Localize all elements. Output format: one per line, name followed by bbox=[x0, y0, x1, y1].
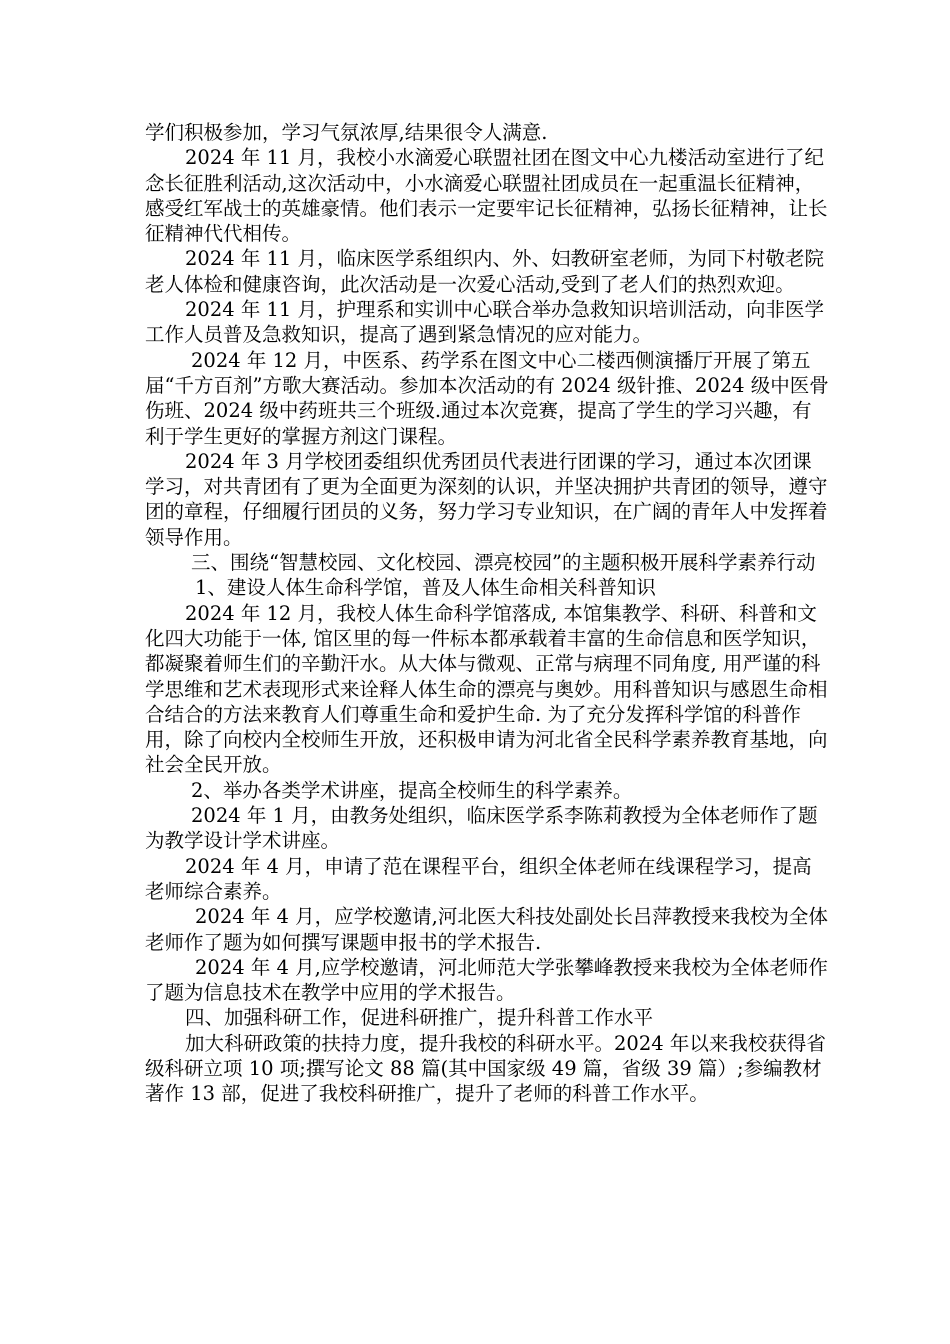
section-heading: 三、围绕“智慧校园、文化校园、漂亮校园”的主题积极开展科学素养行动 bbox=[191, 551, 816, 575]
subsection-heading: 1、建设人体生命科学馆，普及人体生命相关科普知识 bbox=[195, 576, 656, 600]
paragraph: 2024 年 3 月学校团委组织优秀团员代表进行团课的学习，通过本次团课学习，对共青团有了更为全面更为深刻的认识，并坚决拥护共青团的领导，遵守团的章程，仔细履行团员的义务，努力学习专业知识，在广阔的青年人中发挥着领导作用。 bbox=[145, 449, 828, 549]
paragraph: 学们积极参加，学习气氛浓厚,结果很令人满意. bbox=[145, 121, 548, 144]
paragraph: 2024 年 11 月，临床医学系组织内、外、妇教研室老师，为同下村敬老院老人体检和健康咨询，此次活动是一次爱心活动,受到了老人们的热烈欢迎。 bbox=[145, 247, 825, 296]
paragraph: 2024 年 11 月，我校小水滴爱心联盟社团在图文中心九楼活动室进行了纪念长征胜利活动,这次活动中，小水滴爱心联盟社团成员在一起重温长征精神，感受红军战士的英雄豪情。他们表示一定要牢记长征精神，弘扬长征精神，让长征精神代代相传。 bbox=[145, 146, 828, 246]
paragraph: 加大科研政策的扶持力度，提升我校的科研水平。2024 年以来我校获得省级科研立项 10 项;撰写论文 88 篇(其中国家级 49 篇，省级 39 篇）;参编教材著作 13 部，促进了我校科研推广，提升了老师的科普工作水平。 bbox=[145, 1031, 826, 1106]
paragraph: 2024 年 4 月，应学校邀请,河北医大科技处副处长吕萍教授来我校为全体老师作了题为如何撰写课题申报书的学术报告. bbox=[145, 905, 828, 954]
paragraph: 2024 年 12 月，中医系、药学系在图文中心二楼西侧演播厅开展了第五届“千方百剂”方歌大赛活动。参加本次活动的有 2024 级针推、2024 级中医骨伤班、2024 级中药班共三个班级.通过本次竞赛，提高了学生的学习兴趣，有利于学生更好的掌握方剂这门课程。 bbox=[145, 348, 829, 448]
paragraph: 2024 年 12 月，我校人体生命科学馆落成, 本馆集教学、科研、科普和文化四大功能于一体, 馆区里的每一件标本都承载着丰富的生命信息和医学知识，都凝聚着师生们的辛勤汗水。从大体与微观、正常与病理不同角度, 用严谨的科学思维和艺术表现形式来诠释人体生命的漂亮与奥妙。用科普知识与感恩生命相合结合的方法来教育人们尊重生命和爱护生命. 为了充分发挥科学馆的科普作用，除了向校内全校师生开放，还积极申请为河北省全民科学素养教育基地，向社会全民开放。 bbox=[145, 601, 828, 777]
subsection-heading: 2、举办各类学术讲座，提高全校师生的科学素养。 bbox=[191, 778, 633, 802]
paragraph: 2024 年 4 月，申请了范在课程平台，组织全体老师在线课程学习，提高老师综合素养。 bbox=[145, 854, 812, 903]
paragraph: 2024 年 1 月，由教务处组织，临床医学系李陈莉教授为全体老师作了题为教学设计学术讲座。 bbox=[145, 804, 818, 853]
document-body bbox=[145, 120, 830, 1107]
section-heading: 四、加强科研工作，促进科研推广，提升科普工作水平 bbox=[185, 1006, 654, 1030]
paragraph: 2024 年 11 月，护理系和实训中心联合举办急救知识培训活动，向非医学工作人员普及急救知识，提高了遇到紧急情况的应对能力。 bbox=[145, 298, 825, 347]
paragraph: 2024 年 4 月,应学校邀请，河北师范大学张攀峰教授来我校为全体老师作了题为信息技术在教学中应用的学术报告。 bbox=[145, 955, 828, 1005]
